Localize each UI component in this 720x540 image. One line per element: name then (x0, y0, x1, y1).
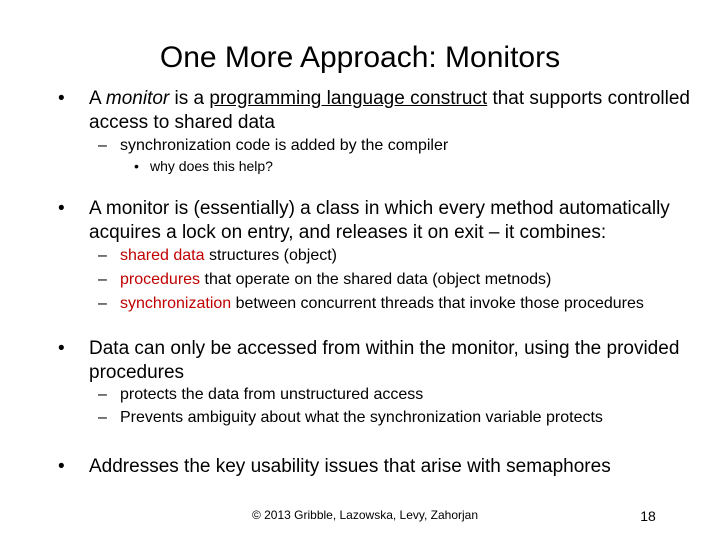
bullet-icon: • (58, 88, 65, 109)
bullet-icon: • (58, 338, 65, 359)
sub-bullet-text: synchronization code is added by the compiler (120, 137, 449, 154)
sub-bullet-text: structures (object) (204, 247, 337, 264)
sub-sub-bullet-why (134, 157, 273, 175)
highlight-term: procedures (120, 271, 201, 288)
bullet-text: A monitor is (essentially) a class in which every method automatically acquires a lock on entry, and releases it on exit – it combines: (89, 198, 670, 243)
sub-bullet-text: protects the data from unstructured access (120, 386, 424, 403)
text-prefix: A (89, 88, 101, 109)
bullet-icon: • (58, 198, 65, 219)
bullet-usability (58, 455, 719, 479)
bullet-text (89, 87, 719, 135)
sub-bullet-procedures (98, 269, 551, 290)
dash-icon: – (98, 386, 107, 403)
sub-bullet-text: that operate on the shared data (object metnods) (200, 271, 552, 288)
sub-bullet-protects (98, 384, 423, 405)
bullet-icon: • (134, 158, 139, 174)
highlight-term: synchronization (120, 295, 232, 312)
sub-sub-bullet-text: why does this help? (150, 158, 273, 174)
sub-bullet-compiler (98, 135, 448, 156)
text-suffix: that supports controlled access to shared data (89, 88, 690, 133)
sub-bullet-synchronization (98, 293, 644, 314)
text-mid: is a (174, 88, 205, 109)
dash-icon: – (98, 271, 107, 288)
sub-bullet-shared-data (98, 245, 337, 266)
bullet-data-access (58, 337, 719, 385)
text-italic-monitor: monitor (105, 88, 170, 109)
bullet-icon: • (58, 456, 65, 477)
highlight-term: shared data (120, 247, 205, 264)
bullet-text: Addresses the key usability issues that arise with semaphores (89, 456, 611, 477)
bullet-text: Data can only be accessed from within the monitor, using the provided procedures (89, 338, 680, 383)
dash-icon: – (98, 247, 107, 264)
footer-copyright: © 2013 Gribble, Lazowska, Levy, Zahorjan (251, 508, 479, 522)
sub-bullet-ambiguity (98, 407, 603, 428)
bullet-monitor-definition (58, 87, 719, 135)
dash-icon: – (98, 409, 107, 426)
page-number: 18 (640, 508, 656, 524)
dash-icon: – (98, 137, 107, 154)
slide-title: One More Approach: Monitors (159, 41, 561, 74)
bullet-monitor-class (58, 197, 719, 245)
sub-bullet-text: between concurrent threads that invoke those procedures (231, 295, 644, 312)
text-underlined: programming language construct (209, 88, 488, 109)
sub-bullet-text: Prevents ambiguity about what the synchronization variable protects (120, 409, 603, 426)
dash-icon: – (98, 295, 107, 312)
